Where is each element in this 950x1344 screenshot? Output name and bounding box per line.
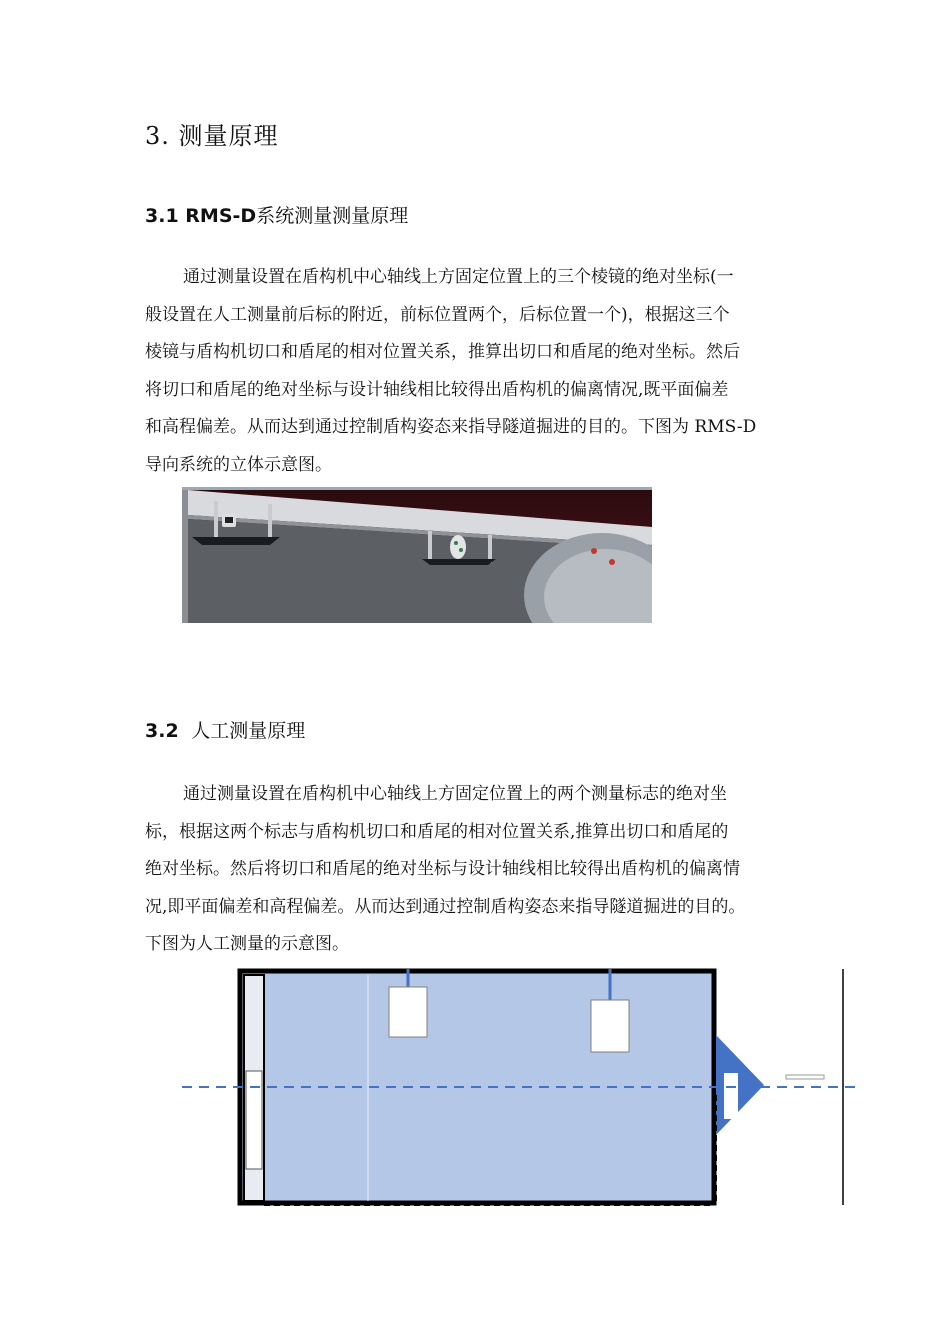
subsection-3-1-paragraph bbox=[145, 259, 813, 484]
subsection-3-2-heading bbox=[145, 716, 305, 743]
subsection-3-2-number: 3.2 bbox=[145, 720, 179, 742]
subsection-3-2-title-zh: 人工测量原理 bbox=[191, 720, 306, 742]
paragraph-line: 导向系统的立体示意图。 bbox=[145, 454, 332, 475]
paragraph-line: 下图为人工测量的示意图。 bbox=[145, 934, 349, 954]
paragraph-line: 标，根据这两个标志与盾构机切口和盾尾的相对位置关系,推算出切口和盾尾的 bbox=[145, 821, 729, 842]
section-title: 3. 测量原理 bbox=[145, 122, 279, 150]
manual-measurement-diagram bbox=[182, 965, 862, 1215]
subsection-3-1-title-zh: 系统测量测量原理 bbox=[256, 205, 409, 227]
subsection-3-1-title-latin: RMS-D bbox=[185, 205, 257, 227]
paragraph-line: 况,即平面偏差和高程偏差。从而达到通过控制盾构姿态来指导隧道掘进的目的。 bbox=[145, 896, 746, 917]
rms-d-3d-illustration bbox=[182, 487, 652, 623]
paragraph-line: 和高程偏差。从而达到通过控制盾构姿态来指导隧道掘进的目的。下图为 RMS-D bbox=[145, 417, 757, 437]
rear-measurement-target bbox=[389, 987, 427, 1037]
subsection-3-1-heading bbox=[145, 201, 408, 228]
cutter-head-wedge bbox=[716, 1035, 764, 1135]
cutter-head-notch bbox=[724, 1073, 738, 1119]
red-marker-icon bbox=[591, 548, 597, 554]
subsection-3-1-number: 3.1 bbox=[145, 205, 179, 227]
paragraph-line: 棱镜与盾构机切口和盾尾的相对位置关系，推算出切口和盾尾的绝对坐标。然后 bbox=[145, 342, 740, 362]
paragraph-line: 般设置在人工测量前后标的附近，前标位置两个，后标位置一个)，根据这三个 bbox=[145, 304, 730, 325]
reference-marker bbox=[786, 1075, 824, 1079]
subsection-3-2-paragraph bbox=[145, 776, 813, 964]
paragraph-line: 绝对坐标。然后将切口和盾尾的绝对坐标与设计轴线相比较得出盾构机的偏离情 bbox=[145, 859, 740, 879]
rms-d-scene-graphic bbox=[182, 487, 652, 623]
left-wall-edge bbox=[182, 490, 188, 623]
front-measurement-target bbox=[591, 1000, 629, 1052]
paragraph-line: 通过测量设置在盾构机中心轴线上方固定位置上的两个测量标志的绝对坐 bbox=[183, 784, 727, 804]
red-marker-icon bbox=[609, 559, 615, 565]
prism-target-icon bbox=[450, 535, 466, 559]
paragraph-line: 通过测量设置在盾构机中心轴线上方固定位置上的三个棱镜的绝对坐标(一 bbox=[183, 267, 734, 287]
paragraph-line: 将切口和盾尾的绝对坐标与设计轴线相比较得出盾构机的偏离情况,既平面偏差 bbox=[145, 379, 729, 400]
tail-seal-block bbox=[246, 1071, 262, 1169]
